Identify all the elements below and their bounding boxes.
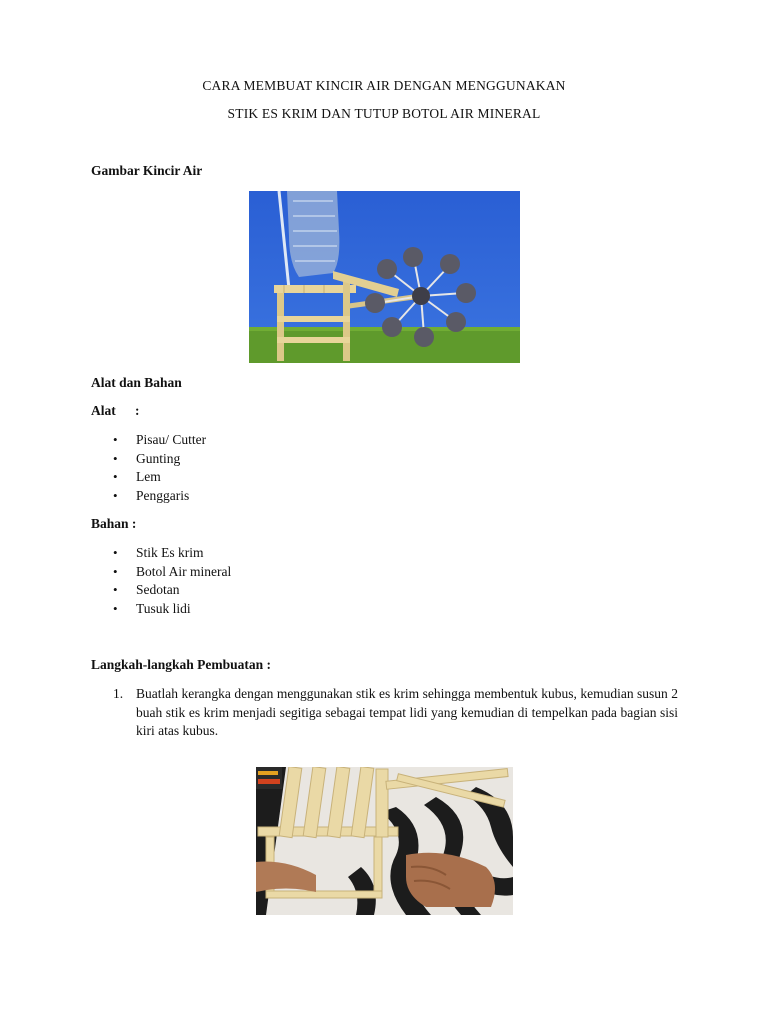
list-item: • Pisau/ Cutter (113, 431, 206, 450)
list-item: • Sedotan (113, 581, 231, 600)
frame-construction-photo (256, 767, 513, 915)
alat-colon: : (135, 403, 140, 418)
document-title-line-2: STIK ES KRIM DAN TUTUP BOTOL AIR MINERAL (227, 106, 541, 121)
water-wheel-photo (249, 191, 520, 363)
list-item: • Tusuk lidi (113, 600, 231, 619)
section-heading-alat-bahan: Alat dan Bahan (91, 375, 182, 390)
frame-construction-illustration (256, 767, 513, 915)
water-wheel-illustration (249, 191, 520, 363)
list-item: • Lem (113, 468, 206, 487)
list-item: • Botol Air mineral (113, 563, 231, 582)
list-item: • Penggaris (113, 487, 206, 506)
step-item (113, 685, 678, 741)
section-heading-gambar: Gambar Kincir Air (91, 163, 203, 178)
section-heading-langkah: Langkah-langkah Pembuatan : (91, 657, 272, 672)
bahan-label: Bahan : (91, 516, 137, 531)
bahan-list (113, 544, 231, 618)
step-number: 1. (113, 686, 124, 701)
list-item: • Stik Es krim (113, 544, 231, 563)
step-text: Buatlah kerangka dengan menggunakan stik es krim sehingga membentuk kubus, kemudian susun 2 buah stik es krim menjadi segitiga sebagai tempat lidi yang kemudian di tempelkan pada bagian sisi kiri atas kubus. (136, 686, 678, 739)
document-title-line-1: CARA MEMBUAT KINCIR AIR DENGAN MENGGUNAKAN (202, 78, 566, 93)
list-item: • Gunting (113, 450, 206, 469)
alat-list (113, 431, 206, 505)
alat-label: Alat (91, 403, 116, 418)
